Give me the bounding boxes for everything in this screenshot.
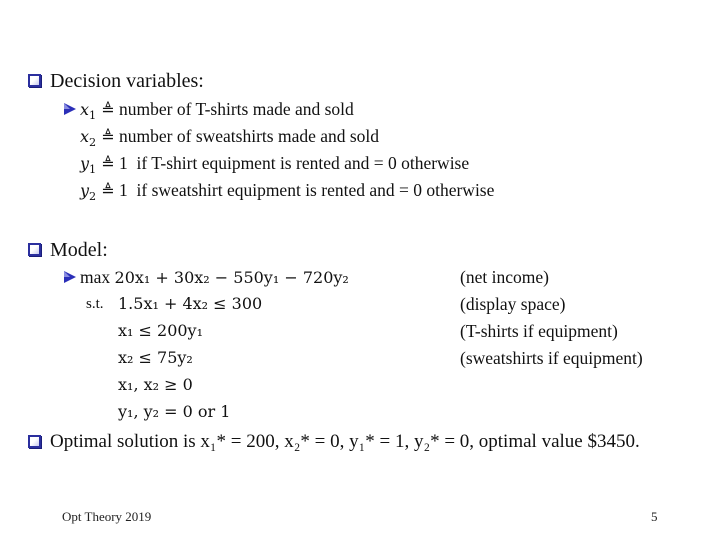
var-symbol: y (80, 181, 90, 200)
subject-to-label: s.t. (86, 296, 104, 312)
constraint-tshirt-equipment: x₁ ≤ 200y₁ (118, 321, 204, 340)
defined-as-symbol: ≜ (101, 181, 115, 200)
footer-title: Opt Theory 2019 (62, 509, 152, 524)
constraint-binary: y₁, y₂ = 0 or 1 (118, 402, 231, 421)
square-bullet-icon (28, 243, 41, 256)
decision-variable-x2 (80, 125, 379, 148)
definition-text: 1 if T-shirt equipment is rented and = 0 otherwise (119, 153, 470, 173)
defined-as-symbol: ≜ (101, 154, 115, 173)
page-number: 5 (651, 509, 658, 524)
var-subscript: 1 (89, 109, 97, 123)
optimal-solution-text: Optimal solution is x₁* = 200, x₂* = 0, y₁* = 1, y₂* = 0, optimal value $3450. (50, 431, 640, 452)
constraint-note: (sweatshirts if equipment) (460, 348, 643, 368)
var-subscript: 2 (89, 190, 97, 204)
square-bullet-icon (28, 435, 41, 448)
constraint-sweatshirt-equipment: x₂ ≤ 75y₂ (118, 348, 193, 367)
definition-text: number of sweatshirts made and sold (119, 126, 380, 146)
var-symbol: y (80, 154, 90, 173)
var-subscript: 1 (89, 163, 97, 177)
decision-variable-y2 (80, 179, 494, 202)
section-heading-decision-variables: Decision variables: (50, 70, 204, 92)
var-symbol: x (80, 127, 90, 146)
var-subscript: 2 (89, 136, 97, 150)
arrow-bullet-icon (64, 103, 76, 115)
constraint-nonnegativity: x₁, x₂ ≥ 0 (118, 375, 193, 394)
constraint-note: (T-shirts if equipment) (460, 321, 618, 341)
arrow-bullet-icon (64, 271, 76, 283)
decision-variable-y1 (80, 152, 469, 175)
objective-note: (net income) (460, 267, 549, 287)
var-symbol: x (80, 100, 90, 119)
objective-expression: 20x₁ + 30x₂ − 550y₁ − 720y₂ (114, 268, 349, 287)
square-bullet-icon (28, 74, 41, 87)
objective-function (80, 266, 349, 289)
definition-text: 1 if sweatshirt equipment is rented and = 0 otherwise (119, 180, 495, 200)
constraint-display-space: 1.5x₁ + 4x₂ ≤ 300 (118, 294, 263, 313)
defined-as-symbol: ≜ (101, 127, 115, 146)
defined-as-symbol: ≜ (101, 100, 115, 119)
decision-variable-x1 (80, 98, 354, 121)
constraint-note: (display space) (460, 294, 566, 314)
max-label: max (80, 267, 111, 287)
definition-text: number of T-shirts made and sold (119, 99, 354, 119)
section-heading-model: Model: (50, 239, 108, 261)
